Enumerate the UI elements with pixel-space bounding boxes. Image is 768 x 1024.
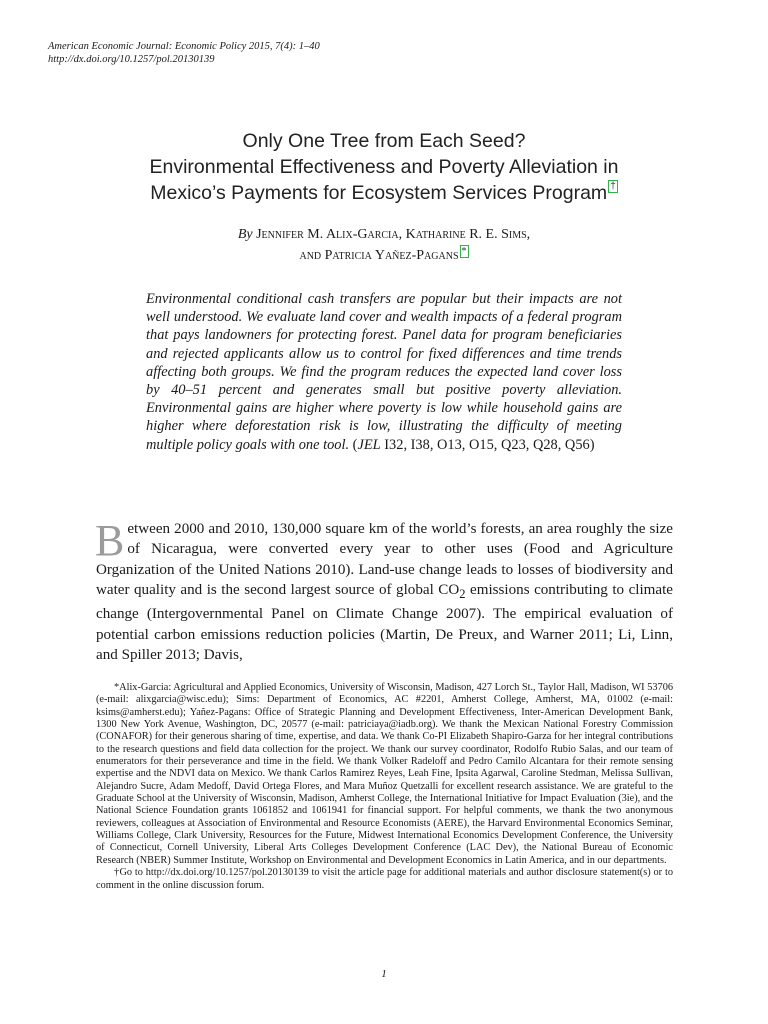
footnote-dagger: †Go to http://dx.doi.org/10.1257/pol.20130139 to visit the article page for additional materials and author disclosure statement(s) or to comment in the online discussion forum. [96,867,673,891]
author-block [60,224,708,266]
author-footnote-link[interactable]: * [461,246,467,257]
title-line-3: Mexico’s Payments for Ecosystem Services Program [150,182,608,204]
abstract-text: Environmental conditional cash transfers are popular but their impacts are not well understood. We evaluate land cover and wealth impacts of a federal program that pays landowners for protecting forest. Panel data for program beneficiaries and rejected applicants allow us to control for fixed differences and time trends affecting both groups. We find the program reduces the expected land cover loss by 40–51 percent and generates small but positive poverty alleviation. Environmental gains are higher where poverty is low while household gains are higher where deforestation risk is low, illustrating the difficulty of meeting multiple policy goals with one tool. [146,291,622,453]
body-paragraph-a: etween 2000 and 2010, 130,000 square km of the world’s forests, an area roughly the size of Nicaragua, were converted every year to other uses (Food and Agriculture Organization of the United Nations 2010). Land-use change leads to losses of biodiversity and water quality and is the second largest source of global CO [96,521,673,598]
paper-title [60,128,708,206]
jel-label: JEL [357,436,381,453]
abstract [146,290,622,454]
page-number: 1 [381,968,387,980]
journal-citation: American Economic Journal: Economic Policy 2015, 7(4): 1–40 [48,41,320,52]
title-line-2: Environmental Effectiveness and Poverty Alleviation in [149,156,619,178]
jel-codes: I32, I38, O13, O15, Q23, Q28, Q56) [384,436,595,453]
author-by: By [237,227,253,242]
author-line-2: and Patricia Yañez-Pagans [299,248,459,263]
journal-header [48,40,320,66]
title-footnote-link[interactable]: † [610,181,616,192]
drop-cap: B [95,516,125,565]
body-text [95,516,673,665]
title-line-1: Only One Tree from Each Seed? [242,130,526,152]
footnotes [96,682,673,892]
jel-open: ( [352,436,358,453]
author-line-1: Jennifer M. Alix-Garcia, Katharine R. E. Sims, [256,227,531,242]
doi-link[interactable]: http://dx.doi.org/10.1257/pol.20130139 [48,54,215,65]
body-paragraph-b: emissions contributing to climate change (Intergovernmental Panel on Climate Change 2007). The empirical evaluation of potential carbon emissions reduction policies (Martin, De Preux, and Warner 2011; Li, Linn, and Spiller 2013; Davis, [96,581,673,663]
co2-subscript: 2 [459,586,466,601]
footnote-star: *Alix-Garcia: Agricultural and Applied Economics, University of Wisconsin, Madison, 427 Lorch St., Taylor Hall, Madison, WI 53706 (e-mail: alixgarcia@wisc.edu); Sims: Department of Economics, AC #2201, Amherst College, Amherst, MA, 01002 (e-mail: ksims@amherst.edu); Yañez-Pagans: Office of Strategic Planning and Development Effectiveness, Inter-American Development Bank, 1300 New York Avenue, Washington, DC, 20577 (e-mail: patriciaya@iadb.org). We thank the Mexican National Forestry Commission (CONAFOR) for their generous sharing of time, expertise, and data. We thank Co-PI Elizabeth Shapiro-Garza for her integral contributions to the research questions and field data collection for the project. We thank our survey coordinator, Rodolfo Rubio Salas, and our team of enumerators for their perseverance and time in the field. We thank Volker Radeloff and Pedro Camilo Alcantara for their remote sensing expertise and the NDVI data on Mexico. We thank Carlos Ramirez Reyes, Leah Fine, Ipsita Agarwal, Caroline Stedman, Melissa Sullivan, Alejandro Sucre, Adam Medoff, David Ortega Flores, and Mara Muñoz Quetzalli for excellent research assistance. We are grateful to the Graduate School at the University of Wisconsin, Madison, Amherst College, the International Initiative for Impact Evaluation (3ie), and the National Science Foundation grants 1061852 and 1061941 for financial support. For helpful comments, we thank the two anonymous reviewers, colleagues at Association of Environmental and Resource Economists (AERE), the Harvard Environmental Economics Seminar, Williams College, Clark University, Resources for the Future, Midwest International Economics Development Conference, the University of Connecticut, Cornell University, Liberal Arts Colleges Development Conference (LAC Dev), the National Bureau of Economic Research (NBER) Summer Institute, Workshop on Environmental and Development Economics in Latin America, and in our departments. [96,682,673,866]
